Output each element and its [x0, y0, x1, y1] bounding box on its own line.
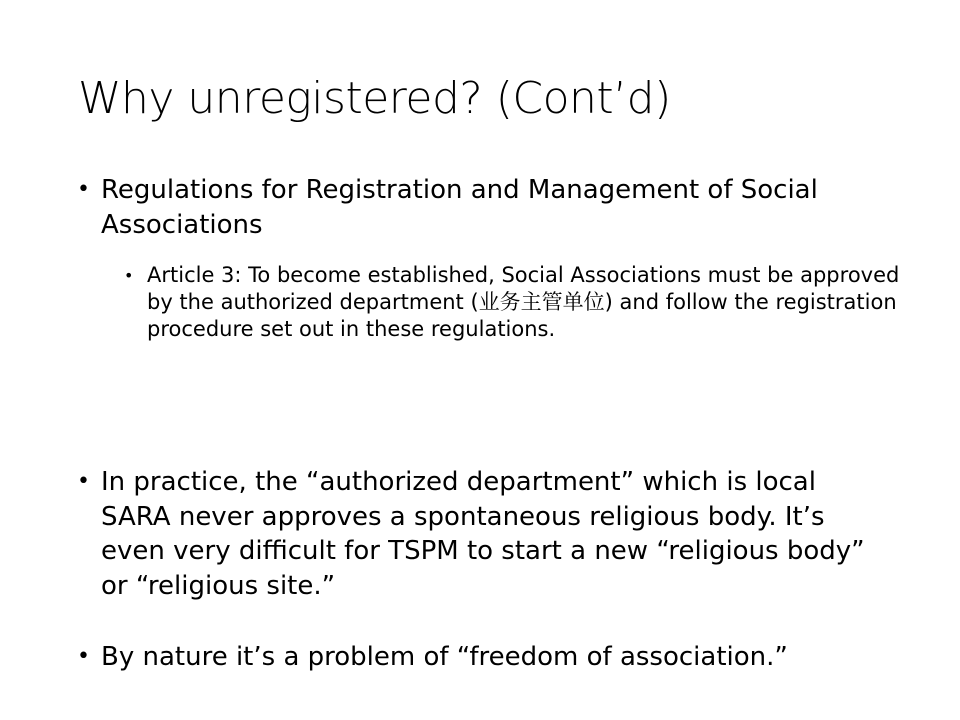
bullet-in-practice [77, 465, 886, 603]
bullet-text: In practice, the “authorized department” which is local SARA never approves a spontaneous religious body. It’s even very difficult for TSPM to start a new “religious body” or “religious site.” [101, 467, 865, 601]
slide-title: Why unregistered? (Cont’d) [78, 73, 671, 124]
bullet-dot-icon: • [77, 177, 90, 202]
sub-bullet-text-chinese: 业务主管单位 [478, 290, 605, 314]
bullet-dot-icon: • [77, 469, 90, 494]
bullet-dot-icon: • [77, 644, 90, 669]
sub-bullet-dot-icon: • [124, 266, 134, 285]
sub-bullet-text-before: Article 3: To become established, Social Associations must be approved by the authorized department ( [147, 263, 900, 314]
sub-bullet-article-3 [124, 262, 907, 343]
sub-bullet-text-after: ) and follow the registration procedure set out in these regulations. [147, 290, 897, 341]
bullet-text: By nature it’s a problem of “freedom of association.” [101, 642, 788, 672]
bullet-text: Regulations for Registration and Management of Social Associations [101, 175, 818, 240]
bullet-regulations [77, 173, 871, 242]
bullet-by-nature [77, 640, 931, 675]
